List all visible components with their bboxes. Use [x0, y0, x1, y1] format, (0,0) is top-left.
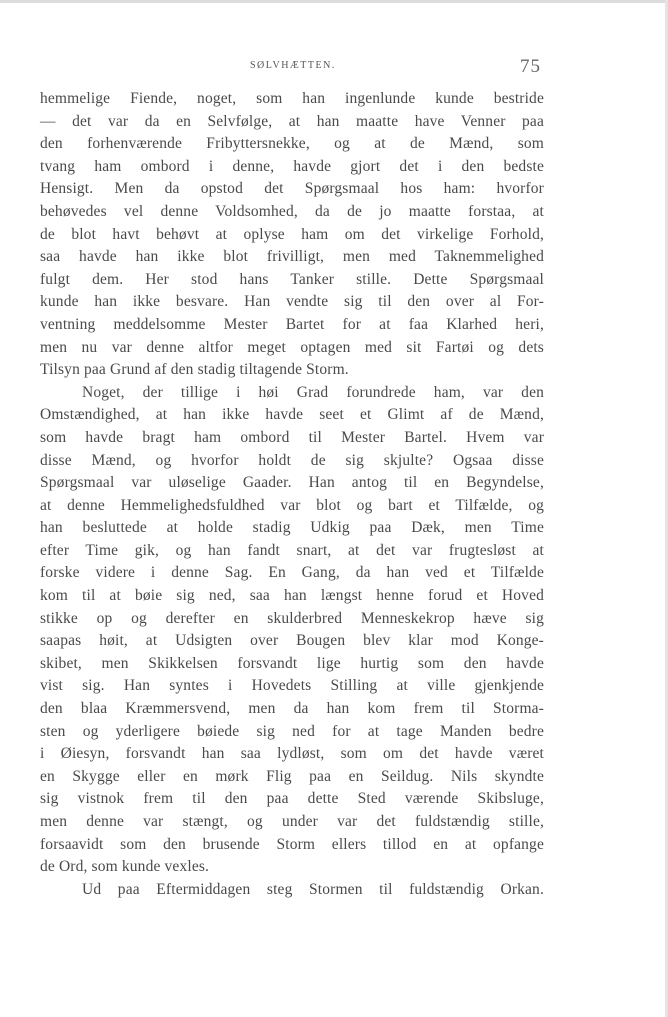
text-line: vist sig. Han syntes i Hovedets Stilling at ville gjenkjende [40, 677, 544, 695]
body-text [40, 88, 544, 901]
text-line: den blaa Kræmmersvend, men da han kom frem til Storma- [40, 700, 544, 718]
text-line: forske videre i denne Sag. En Gang, da han ved et Tilfælde [40, 564, 544, 582]
text-line: disse Mænd, og hvorfor holdt de sig skjulte? Ogsaa disse [40, 451, 544, 469]
text-line: at denne Hemmelighedsfuldhed var blot og bart et Tilfælde, og [40, 496, 544, 514]
text-line: kunde han ikke besvare. Han vendte sig til den over al For- [40, 293, 544, 311]
text-line: i Øiesyn, forsvandt han saa lydløst, som om det havde været [40, 745, 544, 763]
text-line: Hensigt. Men da opstod det Spørgsmaal hos ham: hvorfor [40, 180, 544, 198]
text-line: tvang ham ombord i denne, havde gjort det i den bedste [40, 157, 544, 175]
text-line: stikke op og derefter en skulderbred Menneskekrop hæve sig [40, 609, 544, 627]
text-line: fulgt dem. Her stod hans Tanker stille. Dette Spørgsmaal [40, 270, 544, 288]
text-line: Spørgsmaal var uløselige Gaader. Han antog til en Begyndelse, [40, 474, 544, 492]
text-line: Tilsyn paa Grund af den stadig tiltagende Storm. [40, 361, 349, 379]
text-line: kom til at bøie sig ned, saa han længst henne forud et Hoved [40, 587, 544, 605]
text-line: som havde bragt ham ombord til Mester Bartel. Hvem var [40, 428, 544, 446]
text-line: efter Time gik, og han fandt snart, at det var frugtesløst at [40, 541, 544, 559]
text-line: ventning meddelsomme Mester Bartet for at faa Klarhed heri, [40, 315, 544, 333]
text-line: Omstændighed, at han ikke havde seet et Glimt af de Mænd, [40, 406, 544, 424]
text-line: behøvedes vel denne Voldsomhed, da de jo maatte forstaa, at [40, 202, 544, 220]
text-line: hemmelige Fiende, noget, som han ingenlunde kunde bestride [40, 90, 544, 107]
text-line: — det var da en Selvfølge, at han maatte have Venner paa [40, 112, 544, 130]
paragraph-start-line: Ud paa Eftermiddagen steg Stormen til fuldstændig Orkan. [82, 880, 544, 898]
text-line: den forhenværende Fribyttersnekke, og at de Mænd, som [40, 135, 544, 153]
text-line: men nu var denne altfor meget optagen med sit Fartøi og dets [40, 338, 544, 356]
text-line: men denne var stængt, og under var det fuldstændig stille, [40, 813, 544, 830]
text-line: saa havde han ikke blot frivilligt, men med Taknemmelighed [40, 248, 544, 266]
page-number: 75 [520, 56, 541, 77]
running-title: SØLVHÆTTEN. [250, 60, 336, 71]
text-line: forsaavidt som den brusende Storm ellers tillod en at opfange [40, 835, 544, 853]
paragraph-start-line: Noget, der tillige i høi Grad forundrede ham, var den [82, 383, 544, 401]
running-header [0, 56, 668, 80]
text-line: de Ord, som kunde vexles. [40, 858, 210, 876]
text-line: han besluttede at holde stadig Udkig paa Dæk, men Time [40, 519, 544, 537]
text-line: saapas høit, at Udsigten over Bougen blev klar mod Konge- [40, 632, 544, 650]
text-line: de blot havt behøvt at oplyse ham om det virkelige Forhold, [40, 225, 544, 243]
text-line: en Skygge eller en mørk Flig paa en Seildug. Nils skyndte [40, 767, 544, 785]
text-line: sig vistnok frem til den paa dette Sted værende Skibsluge, [40, 790, 544, 808]
text-line: sten og yderligere bøiede sig ned for at tage Manden bedre [40, 722, 544, 740]
page-top-edge [0, 0, 668, 3]
text-line: skibet, men Skikkelsen forsvandt lige hurtig som den havde [40, 654, 544, 672]
